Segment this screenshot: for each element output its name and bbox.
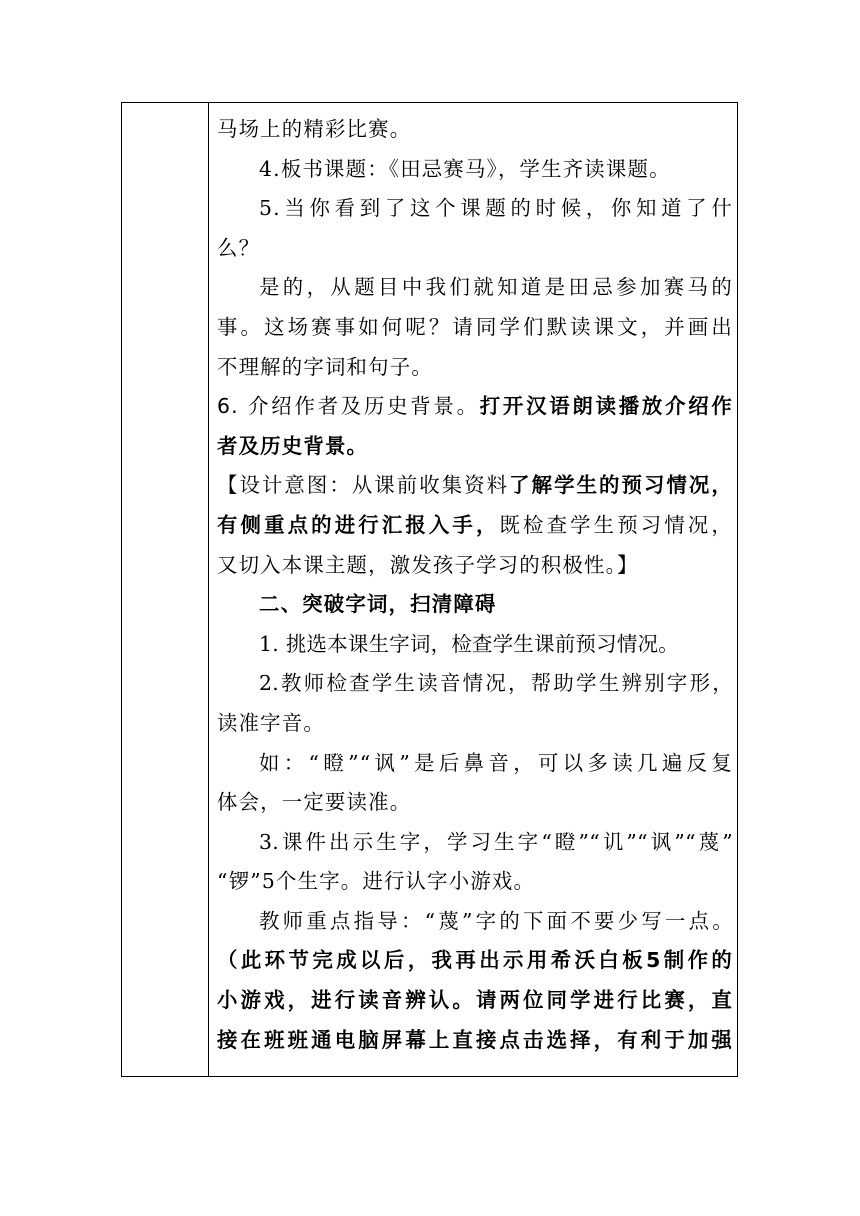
text-line: 5.当你看到了这个课题的时候，你知道了什 bbox=[259, 196, 733, 221]
text-line: 又切入本课主题，激发孩子学习的积极性。】 bbox=[217, 552, 639, 577]
text-line-bold: 者及历史背景。 bbox=[217, 433, 369, 458]
text-line: 马场上的精彩比赛。 bbox=[217, 117, 412, 141]
bold-text: 打开汉语朗读播放介绍作 bbox=[479, 394, 733, 419]
section-heading: 二、突破字词，扫清障碍 bbox=[259, 592, 497, 617]
author-intro-text: 6. 介绍作者及历史背景。 bbox=[217, 394, 480, 419]
text-line: 么？ bbox=[217, 235, 261, 260]
lesson-content-cell bbox=[217, 110, 733, 1060]
text-line-bold: 小游戏，进行读音辨认。请两位同学进行比赛，直 bbox=[217, 988, 733, 1013]
design-intent-text: 【设计意图：从课前收集资料 bbox=[217, 473, 510, 498]
text-line: 3.课件出示生字，学习生字“瞪”“讥”“讽”“蔑” bbox=[259, 829, 733, 854]
text-line: 教师重点指导：“蔑”字的下面不要少写一点。 bbox=[259, 908, 733, 933]
text-line: 如：“瞪”“讽”是后鼻音，可以多读几遍反复 bbox=[259, 750, 733, 775]
text-line-bold: 接在班班通电脑屏幕上直接点击选择，有利于加强 bbox=[217, 1027, 733, 1052]
text-line-mixed bbox=[217, 387, 733, 427]
lesson-plan-table bbox=[121, 102, 738, 1077]
design-intent-line bbox=[217, 466, 733, 506]
text-line: 4.板书课题：《田忌赛马》，学生齐读课题。 bbox=[259, 156, 671, 181]
bold-text: 了解学生的预习情况， bbox=[509, 473, 734, 498]
bold-text: 有侧重点的进行汇报入手， bbox=[217, 512, 500, 537]
text-line: 读准字音。 bbox=[217, 710, 325, 735]
design-intent-line bbox=[217, 506, 733, 546]
text-line: 体会，一定要读准。 bbox=[217, 790, 412, 815]
design-intent-text: 既检查学生预习情况， bbox=[499, 512, 733, 537]
text-line: 1. 挑选本课生字词，检查学生课前预习情况。 bbox=[259, 631, 679, 656]
text-line: 事。这场赛事如何呢？请同学们默读课文，并画出 bbox=[217, 314, 733, 339]
text-line: “锣”5个生字。进行认字小游戏。 bbox=[217, 869, 536, 894]
text-line: 2.教师检查学生读音情况，帮助学生辨别字形， bbox=[259, 671, 733, 696]
text-line-bold: （此环节完成以后，我再出示用希沃白板5制作的 bbox=[217, 948, 733, 973]
text-line: 是的，从题目中我们就知道是田忌参加赛马的 bbox=[259, 275, 733, 300]
text-line: 不理解的字词和句子。 bbox=[217, 354, 433, 379]
column-divider bbox=[208, 103, 209, 1076]
